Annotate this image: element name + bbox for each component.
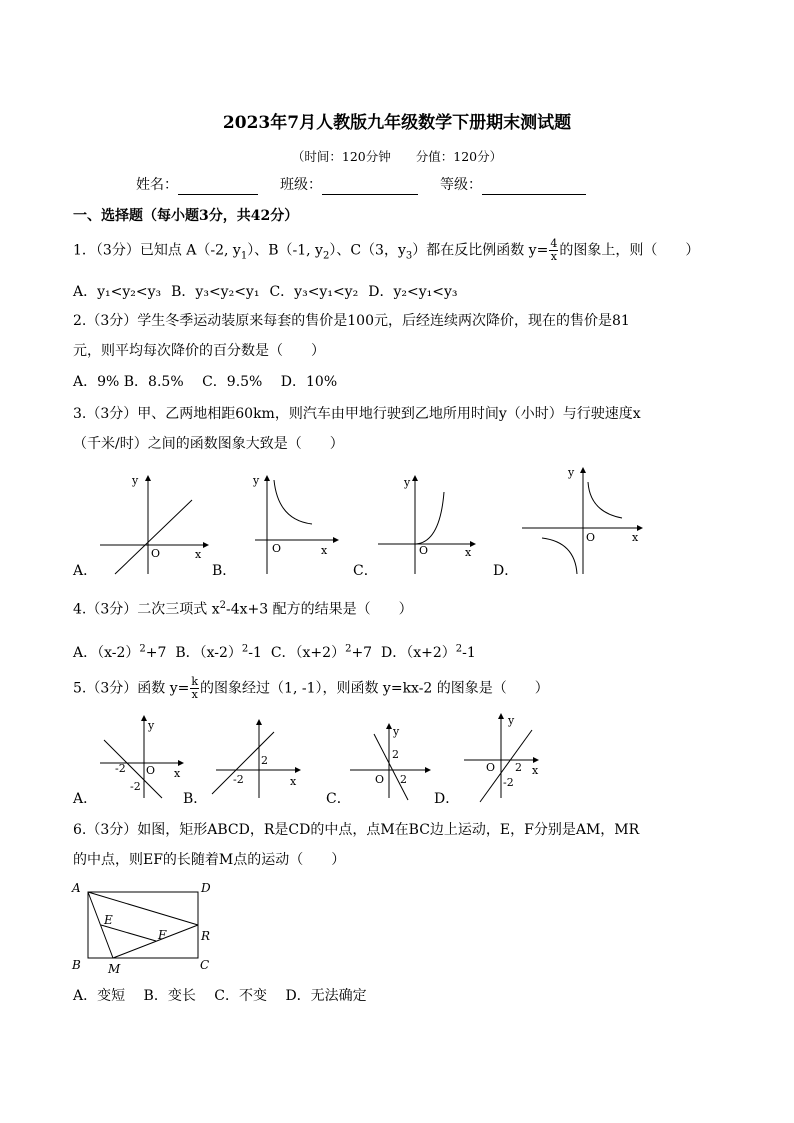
grade-field: [440, 175, 586, 195]
graph-a-label: A．: [73, 563, 98, 579]
y-axis-label: y: [253, 474, 260, 487]
x-axis-label: x: [195, 548, 202, 561]
q1-text: ）、B（-1, y: [247, 242, 323, 259]
fraction-numerator: k: [191, 675, 199, 688]
q1-text: 的图象上，则（ ）: [559, 242, 700, 259]
origin-label: O: [146, 764, 156, 777]
tick-label: 2: [392, 748, 399, 761]
question-2-line2: 元，则平均每次降价的百分数是（ ）: [73, 343, 325, 359]
graph-b-label: B．: [212, 563, 237, 579]
y-axis-label: y: [568, 466, 575, 479]
tick-label: -2: [130, 780, 141, 793]
line-graph-a: [100, 716, 183, 798]
class-blank: [322, 180, 418, 195]
option-c: C．y₃<y₁<y₂: [269, 284, 359, 300]
graph-d: [522, 466, 642, 574]
q4-text: -4x+3 配方的结果是（ ）: [226, 601, 413, 618]
tick-label: 2: [261, 754, 268, 767]
question-4-stem: [73, 596, 413, 620]
grade-label: 等级：: [440, 177, 482, 193]
graph-c: [378, 476, 475, 574]
fraction-denominator: x: [550, 250, 557, 263]
question-6-line2: 的中点，则EF的长随着M点的运动（ ）: [73, 852, 346, 868]
question-6-line1: 6.（3分）如图，矩形ABCD，R是CD的中点，点M在BC边上运动，E，F分别是AM，MR: [73, 822, 640, 838]
tick-label: 2: [515, 761, 522, 774]
question-6-options: A．变短 B．变长 C．不变 D．无法确定: [73, 988, 367, 1004]
label-e: E: [104, 913, 113, 927]
name-label: 姓名：: [136, 177, 178, 193]
q1-sub: 2: [322, 250, 330, 262]
x-axis-label: x: [532, 764, 539, 777]
label-a: A: [72, 881, 81, 895]
exam-info: （时间：120分钟 分值：120分）: [291, 149, 503, 164]
question-2-options: A．9% B．8.5% C．9.5% D．10%: [73, 374, 338, 390]
graph-a: [100, 474, 208, 574]
page-title: 2023年7月人教版九年级数学下册期末测试题: [222, 113, 572, 133]
section-title: 一、选择题（每小题3分，共42分）: [73, 208, 299, 224]
segment-ef: [101, 925, 156, 941]
label-r: R: [201, 929, 211, 943]
question-1-options: [73, 282, 457, 302]
line-graph-c-label: C．: [326, 791, 351, 807]
q4-sup: 2: [219, 600, 226, 611]
question-5-graphs: [90, 710, 560, 805]
x-axis-label: x: [290, 775, 297, 788]
tick-label: -2: [503, 776, 514, 789]
option-a: A．$(x-2)^2+7$: [73, 643, 167, 661]
option-b: B．y₃<y₂<y₁: [171, 284, 260, 300]
line-graph-d-label: D．: [434, 791, 460, 807]
line-graph-b: [212, 720, 300, 798]
graph-c-label: C．: [353, 563, 378, 579]
class-label: 班级：: [280, 177, 322, 193]
x-axis-label: x: [174, 767, 181, 780]
x-axis-label: x: [632, 531, 639, 544]
label-d: D: [201, 881, 211, 895]
fraction-denominator: x: [191, 688, 198, 701]
question-1-stem: [73, 238, 699, 266]
y-axis-label: y: [393, 725, 400, 738]
q5-text: 的图象经过（1, -1），则函数 y=kx-2 的图象是（ ）: [200, 680, 549, 697]
fraction: [190, 676, 199, 701]
fraction: [549, 238, 558, 263]
segment-mr: [113, 925, 198, 958]
y-axis-label: y: [148, 719, 155, 732]
question-5-stem: [73, 676, 549, 701]
tick-label: 2: [400, 773, 407, 786]
question-3-line2: （千米/时）之间的函数图象大致是（ ）: [73, 436, 344, 452]
label-b: B: [72, 958, 81, 972]
line-graph-c: [350, 724, 430, 800]
option-c: C．$(x+2)^2+7$: [270, 643, 373, 661]
graph-d-label: D．: [493, 563, 519, 579]
origin-label: O: [151, 547, 161, 560]
option-b: B．$(x-2)^2-1$: [175, 643, 262, 661]
label-c: C: [200, 958, 210, 972]
label-f: F: [158, 928, 167, 942]
question-4-options: [73, 639, 476, 663]
rectangle-figure: [66, 878, 226, 978]
name-blank: [178, 180, 258, 195]
graph-b: [252, 474, 338, 574]
y-axis-label: y: [132, 474, 139, 487]
origin-label: O: [272, 542, 282, 555]
line-graph-d: [464, 714, 539, 802]
q1-sub: 1: [240, 250, 248, 262]
question-2-line1: 2.（3分）学生冬季运动装原来每套的售价是100元，后经连续两次降价，现在的售价是81: [73, 313, 630, 329]
x-axis-label: x: [465, 546, 472, 559]
y-axis-label: y: [508, 714, 515, 727]
q1-text: ）、C（3，y: [329, 242, 406, 259]
label-m: M: [108, 962, 121, 976]
line-graph-a-label: A．: [73, 791, 98, 807]
origin-label: O: [419, 544, 429, 557]
q1-sub: 3: [405, 250, 413, 262]
origin-label: O: [486, 761, 496, 774]
question-3-line1: 3.（3分）甲、乙两地相距60km，则汽车由甲地行驶到乙地所用时间y（小时）与行驶速度x: [73, 406, 641, 422]
fraction-numerator: 4: [550, 237, 558, 250]
option-d: D．$(x+2)^2-1$: [381, 643, 476, 661]
x-axis-label: x: [321, 544, 328, 557]
tick-label: -2: [115, 762, 126, 775]
grade-blank: [482, 180, 586, 195]
name-field: [136, 175, 258, 195]
option-a: A．y₁<y₂<y₃: [73, 284, 162, 300]
line-graph-b-label: B．: [183, 791, 208, 807]
option-d: D．y₂<y₁<y₃: [368, 284, 458, 300]
tick-label: -2: [233, 773, 244, 786]
class-field: [280, 175, 418, 195]
q1-text: 1．（3分）已知点 A（-2, y: [73, 242, 241, 259]
q5-text: 5.（3分）函数 y=: [73, 680, 190, 697]
origin-label: O: [375, 773, 385, 786]
q4-text: 4.（3分）二次三项式 x: [73, 601, 220, 618]
q1-text: ）都在反比例函数 y=: [412, 242, 549, 259]
origin-label: O: [586, 531, 596, 544]
y-axis-label: y: [404, 476, 411, 489]
